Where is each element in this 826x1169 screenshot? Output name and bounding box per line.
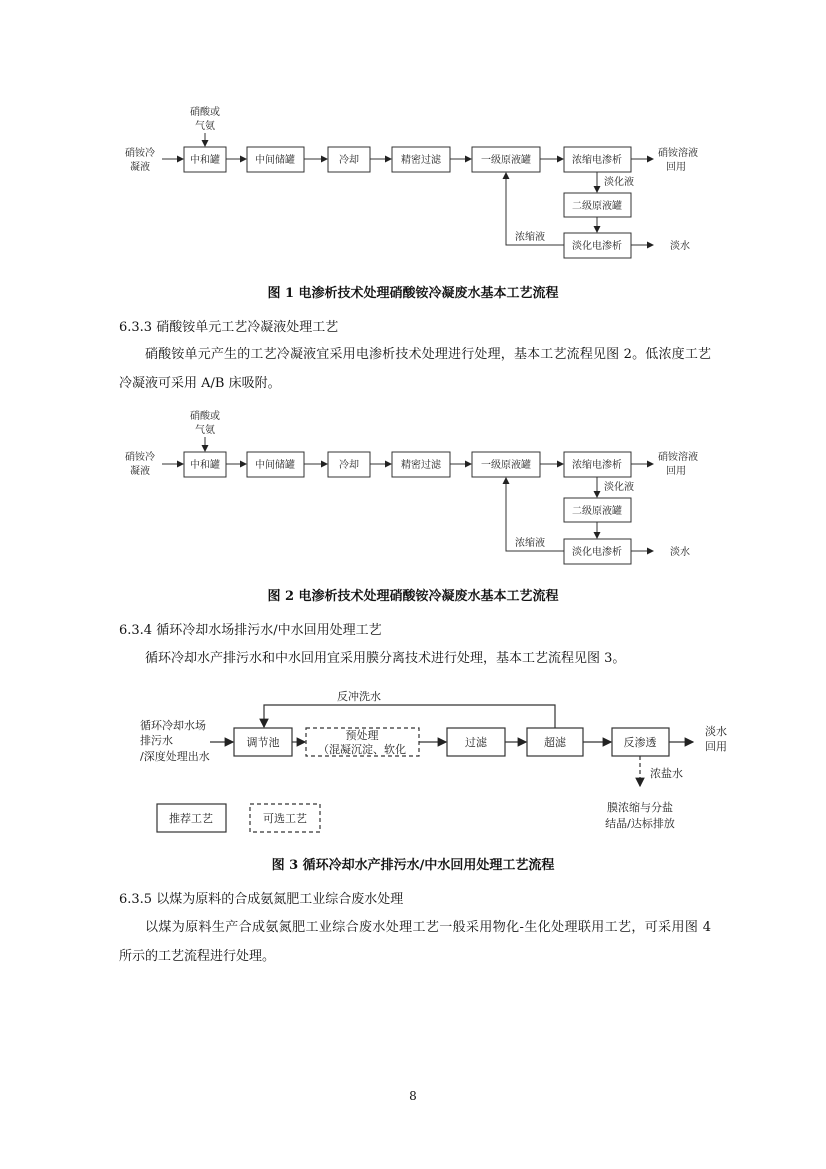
section-6-3-3-heading: 6.3.3 硝酸铵单元工艺冷凝液处理工艺 [119,320,339,335]
reagent-label: 气氨 [195,425,215,436]
step-label: 一级原液罐 [481,460,531,471]
section-6-3-4-heading: 6.3.4 循环冷却水场排污水/中水回用处理工艺 [119,623,382,638]
brine-label: 浓盐水 [650,767,683,780]
dilute-ed-label: 淡化电渗析 [572,241,622,252]
step-label: 一级原液罐 [481,155,531,166]
step-label: 冷却 [339,155,359,166]
figure-3-caption: 图 3 循环冷却水产排污水/中水回用处理工艺流程 [271,858,555,873]
fig3-input-label: 排污水 [140,734,173,747]
step-label: 精密过滤 [401,460,441,471]
figure-3-diagram [110,683,730,843]
dilute-label: 淡化液 [604,482,634,493]
page-number: 8 [409,1089,417,1103]
brine-dest-label: 结晶/达标排放 [605,817,675,830]
concentrate-label: 浓缩液 [515,538,545,549]
fig3-output-label: 回用 [705,740,727,753]
output-label: 回用 [666,162,686,173]
step-label: 浓缩电渗析 [572,155,622,166]
secondary-tank-label: 二级原液罐 [572,201,622,212]
section-6-3-3-paragraph: 硝酸铵单元产生的工艺冷凝液宜采用电渗析技术处理进行处理，基本工艺流程见图 2。低浓度工艺冷凝液可采用 A/B 床吸附。 [119,347,711,391]
output-label: 回用 [666,466,686,477]
legend-recommended-label: 推荐工艺 [169,812,213,825]
section-6-3-5-paragraph: 以煤为原料生产合成氨氮肥工业综合废水处理工艺一般采用物化-生化处理联用工艺，可采用图 4 所示的工艺流程进行处理。 [119,920,711,964]
fig3-input-label: /深度处理出水 [140,750,210,763]
step-label: 中间储罐 [255,460,295,471]
figure-2-diagram [110,408,710,578]
output-label: 硝铵溶液 [658,452,698,463]
section-6-3-5-heading: 6.3.5 以煤为原料的合成氨氮肥工业综合废水处理 [119,892,404,907]
reagent-label: 硝酸或 [190,107,220,118]
uf-label: 超滤 [544,736,566,749]
step-label: 精密过滤 [401,155,441,166]
brine-dest-label: 膜浓缩与分盐 [607,801,673,814]
step-label: 冷却 [339,460,359,471]
flow-input-label: 硝铵冷 [125,452,155,463]
pretreat-label: 预处理 [345,729,379,742]
figure-1-caption: 图 1 电渗析技术处理硝酸铵冷凝废水基本工艺流程 [267,286,559,301]
flow-input-label: 凝液 [130,162,150,173]
figure-1-diagram [110,100,710,270]
dilute-ed-label: 淡化电渗析 [572,547,622,558]
ro-label: 反渗透 [623,736,657,749]
flow-input-label: 硝铵冷 [125,148,155,159]
figure-2-caption: 图 2 电渗析技术处理硝酸铵冷凝废水基本工艺流程 [267,589,559,604]
pretreat-label: （混凝沉淀、软化 [318,743,406,756]
step-label: 浓缩电渗析 [572,460,622,471]
regulating-tank-label: 调节池 [246,736,280,749]
dilute-label: 淡化液 [604,177,634,188]
step-label: 中和罐 [190,460,220,471]
filter-label: 过滤 [465,736,487,749]
section-6-3-4-paragraph: 循环冷却水产排污水和中水回用宜采用膜分离技术进行处理，基本工艺流程见图 3。 [145,651,626,666]
output-label: 硝铵溶液 [658,148,698,159]
final-output-label: 淡水 [670,241,690,252]
fig3-input-label: 循环冷却水场 [140,719,206,732]
concentrate-label: 浓缩液 [515,232,545,243]
secondary-tank-label: 二级原液罐 [572,506,622,517]
final-output-label: 淡水 [670,547,690,558]
legend-optional-label: 可选工艺 [263,812,307,825]
reagent-label: 气氨 [195,121,215,132]
fig3-output-label: 淡水 [705,725,727,738]
step-label: 中和罐 [190,155,220,166]
backwash-label: 反冲洗水 [337,690,381,703]
flow-input-label: 凝液 [130,466,150,477]
step-label: 中间储罐 [255,155,295,166]
reagent-label: 硝酸或 [190,411,220,422]
